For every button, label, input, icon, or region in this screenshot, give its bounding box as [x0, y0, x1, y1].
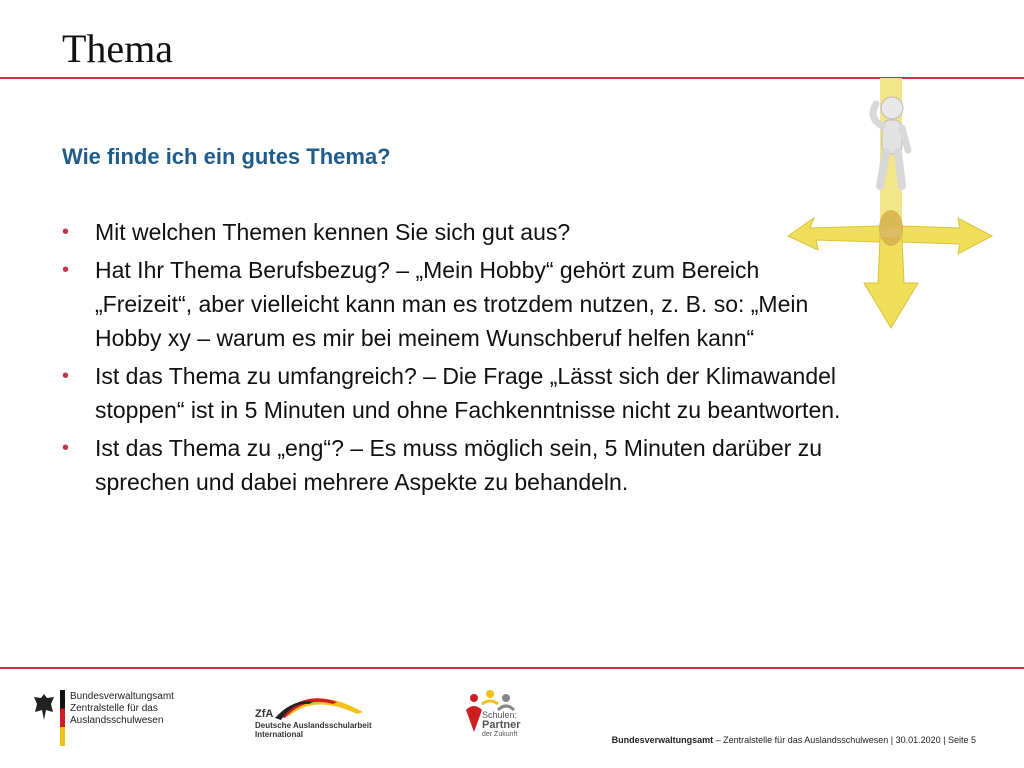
- zfa-logo-title: ZfA: [255, 708, 274, 720]
- bullet-item: [62, 431, 862, 499]
- bullet-item: [62, 359, 862, 427]
- slide-title: Thema: [62, 26, 174, 71]
- zfa-logo: [253, 690, 373, 742]
- bullet-text: Mit welchen Themen kennen Sie sich gut aus?: [95, 219, 571, 245]
- flag-bar: [60, 690, 65, 746]
- pasch-logo: [460, 688, 530, 748]
- arrow-left: [788, 218, 880, 250]
- federal-eagle-icon: [32, 692, 56, 722]
- bottom-divider: [0, 667, 1024, 669]
- slide-subtitle: Wie finde ich ein gutes Thema?: [62, 144, 391, 169]
- bullet-icon: •: [62, 221, 70, 243]
- arrow-right: [902, 218, 992, 254]
- crossroads-person-illustration: [780, 78, 1000, 338]
- bva-logo: [32, 688, 172, 748]
- arrow-down: [864, 238, 918, 328]
- bullet-item: [62, 253, 862, 355]
- zfa-logo-text: Deutsche Auslandsschularbeit International: [255, 721, 372, 739]
- footer-details: – Zentralstelle für das Auslandsschulwesen | 30.01.2020 | Seite 5: [713, 735, 976, 745]
- footer-text: [612, 735, 976, 745]
- bullet-text: Ist das Thema zu umfangreich? – Die Frage „Lässt sich der Klimawandel stoppen“ ist in 5 Minuten und ohne Fachkenntnisse nicht zu beantworten.: [95, 363, 841, 423]
- bullet-icon: •: [62, 437, 70, 459]
- bullet-list: [62, 215, 862, 503]
- footer-org: Bundesverwaltungsamt: [611, 735, 714, 745]
- bva-logo-text: Bundesverwaltungsamt Zentralstelle für das Auslandsschulwesen: [70, 691, 174, 726]
- bullet-icon: •: [62, 259, 70, 281]
- pasch-logo-text: Schulen: Partner der Zukunft: [482, 710, 521, 738]
- bullet-text: Ist das Thema zu „eng“? – Es muss möglich sein, 5 Minuten darüber zu sprechen und dabei mehrere Aspekte zu behandeln.: [95, 435, 822, 495]
- bullet-text: Hat Ihr Thema Berufsbezug? – „Mein Hobby“ gehört zum Bereich „Freizeit“, aber vielleicht kann man es trotzdem nutzen, z. B. so: „Mein Hobby xy – warum es mir bei meinem Wunschberuf helfen kann“: [95, 257, 809, 351]
- bullet-icon: •: [62, 365, 70, 387]
- bullet-item: [62, 215, 862, 249]
